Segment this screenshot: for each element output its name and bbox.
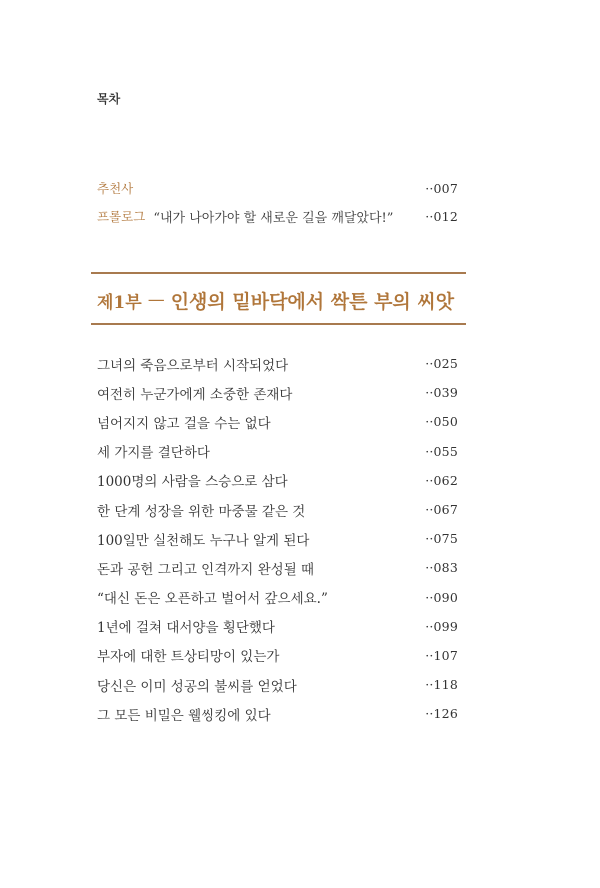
part-dash: — (147, 290, 165, 310)
page-number: ··126 (425, 706, 458, 722)
chapter-row[interactable] (97, 495, 458, 524)
page-number: ··075 (425, 531, 458, 547)
part-title: 인생의 밑바닥에서 싹튼 부의 씨앗 (170, 290, 455, 313)
page-number: ··083 (425, 560, 458, 576)
part-bottom-rule (91, 323, 466, 325)
front-matter-label: 추천사 (97, 181, 134, 196)
chapter-title: 돈과 공헌 그리고 인격까지 완성될 때 (97, 561, 315, 578)
chapter-title: 여전히 누군가에게 소중한 존재다 (97, 386, 293, 403)
chapter-title: 당신은 이미 성공의 불씨를 얻었다 (97, 678, 297, 695)
chapter-title: 100일만 실천해도 누구나 알게 된다 (97, 532, 310, 549)
chapter-row[interactable] (97, 349, 458, 378)
chapter-row[interactable] (97, 407, 458, 436)
chapter-row[interactable] (97, 641, 458, 670)
page-number: ··118 (425, 677, 458, 693)
chapter-row[interactable] (97, 670, 458, 699)
chapter-row[interactable] (97, 699, 458, 728)
part-label: 제1부 (97, 292, 142, 313)
chapter-title: 세 가지를 결단하다 (97, 445, 210, 462)
page-number: ··025 (425, 356, 458, 372)
page-number: ··012 (425, 208, 458, 224)
chapter-row[interactable] (97, 553, 458, 582)
chapter-row[interactable] (97, 583, 458, 612)
chapter-list (97, 349, 458, 728)
page-number: ··107 (425, 647, 458, 663)
page-number: ··099 (425, 618, 458, 634)
chapter-row[interactable] (97, 466, 458, 495)
page-number: ··090 (425, 589, 458, 605)
page-number: ··039 (425, 385, 458, 401)
chapter-row[interactable] (97, 612, 458, 641)
part-top-rule (91, 272, 466, 274)
page-number: ··050 (425, 414, 458, 430)
part-heading[interactable] (97, 285, 466, 315)
front-matter-text: “내가 나아가야 할 새로운 길을 깨달았다!” (153, 210, 394, 226)
chapter-title: 그 모든 비밀은 웰씽킹에 있다 (97, 707, 271, 724)
toc-title: 목차 (97, 92, 121, 106)
chapter-title: “대신 돈은 오픈하고 벌어서 갚으세요.” (97, 591, 328, 608)
page-number: ··062 (425, 472, 458, 488)
chapter-title: 넘어지지 않고 걸을 수는 없다 (97, 415, 271, 432)
front-matter-recommendation[interactable] (97, 178, 458, 198)
front-matter-prologue[interactable] (97, 206, 458, 226)
page-number: ··067 (425, 502, 458, 518)
page-number: ··055 (425, 443, 458, 459)
front-matter-label: 프롤로그 (97, 209, 146, 224)
chapter-row[interactable] (97, 524, 458, 553)
chapter-row[interactable] (97, 437, 458, 466)
page-number: ··007 (425, 180, 458, 196)
chapter-title: 부자에 대한 트상티망이 있는가 (97, 649, 280, 666)
chapter-title: 1년에 걸쳐 대서양을 횡단했다 (97, 620, 275, 637)
chapter-title: 한 단계 성장을 위한 마중물 같은 것 (97, 503, 306, 520)
chapter-row[interactable] (97, 378, 458, 407)
chapter-title: 1000명의 사람을 스승으로 삼다 (97, 474, 288, 491)
chapter-title: 그녀의 죽음으로부터 시작되었다 (97, 357, 289, 374)
